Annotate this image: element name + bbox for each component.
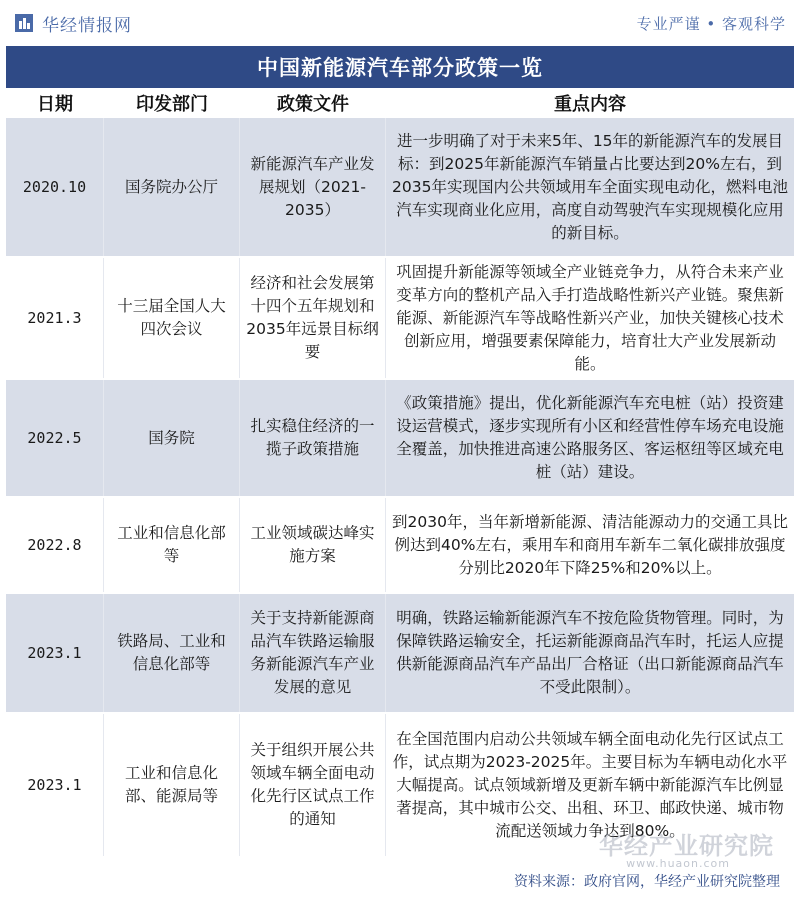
cell-content: 明确，铁路运输新能源汽车不按危险货物管理。同时，为保障铁路运输安全，托运新能源商品汽车时，托运人应提供新能源商品汽车产品出厂合格证（出口新能源商品汽车不受此限制）。 xyxy=(396,609,784,696)
slogan: 专业严谨 • 客观科学 xyxy=(636,14,786,33)
cell-date: 2023.1 xyxy=(6,714,104,856)
brand-name: 华经情报网 xyxy=(42,15,132,36)
top-bar xyxy=(0,0,800,46)
table-header xyxy=(6,88,794,119)
cell-dept: 工业和信息化部、能源局等 xyxy=(104,714,240,856)
cell-content: 巩固提升新能源等领域全产业链竞争力，从符合未来产业变革方向的整机产品入手打造战略性新兴产业链。聚焦新能源、新能源汽车等战略性新兴产业，加快关键核心技术创新应用，增强要素保障能力，培育壮大产业发展新动能。 xyxy=(396,262,784,373)
table-row xyxy=(6,258,794,380)
column-header-content: 重点内容 xyxy=(554,94,626,115)
cell-doc: 新能源汽车产业发展规划（2021-2035） xyxy=(240,118,386,256)
cell-dept: 国务院办公厅 xyxy=(104,118,240,256)
cell-doc: 扎实稳住经济的一揽子政策措施 xyxy=(240,380,386,496)
cell-doc: 关于支持新能源商品汽车铁路运输服务新能源汽车产业发展的意见 xyxy=(240,594,386,712)
watermark: 华经产业研究院 xyxy=(599,832,774,860)
cell-doc: 经济和社会发展第十四个五年规划和2035年远景目标纲要 xyxy=(240,258,386,378)
table-row xyxy=(6,118,794,258)
cell-dept: 十三届全国人大四次会议 xyxy=(104,258,240,378)
cell-content: 《政策措施》提出，优化新能源汽车充电桩（站）投资建设运营模式，逐步实现所有小区和经营性停车场充电设施全覆盖，加快推进高速公路服务区、客运枢纽等区域充电桩（站）建设。 xyxy=(396,394,784,481)
watermark-url: www.huaon.com xyxy=(626,857,730,870)
cell-date: 2023.1 xyxy=(6,594,104,712)
brand-logo-icon xyxy=(14,13,34,33)
cell-date: 2020.10 xyxy=(6,118,104,256)
table-row xyxy=(6,380,794,498)
table-row xyxy=(6,594,794,714)
cell-content: 进一步明确了对于未来5年、15年的新能源汽车的发展目标：到2025年新能源汽车销量占比要达到20%左右，到2035年实现国内公共领域用车全面实现电动化，燃料电池汽车实现商业化应用，高度自动驾驶汽车实现规模化应用的新目标。 xyxy=(392,131,788,242)
column-header-dept: 印发部门 xyxy=(136,94,208,115)
source-note: 资料来源：政府官网，华经产业研究院整理 xyxy=(514,874,780,890)
column-header-date: 日期 xyxy=(37,94,73,115)
table-row xyxy=(6,498,794,594)
cell-date: 2021.3 xyxy=(6,258,104,378)
table-title: 中国新能源汽车部分政策一览 xyxy=(6,46,794,88)
column-header-doc: 政策文件 xyxy=(277,94,349,115)
cell-content: 到2030年，当年新增新能源、清洁能源动力的交通工具比例达到40%左右，乘用车和商用车新车二氧化碳排放强度分别比2020年下降25%和20%以上。 xyxy=(392,512,788,577)
cell-content: 在全国范围内启动公共领域车辆全面电动化先行区试点工作，试点期为2023-2025年。主要目标为车辆电动化水平大幅提高。试点领域新增及更新车辆中新能源汽车比例显著提高，其中城市公交、出租、环卫、邮政快递、城市物流配送领域力争达到80%。 xyxy=(392,729,788,840)
cell-date: 2022.8 xyxy=(6,498,104,592)
cell-doc: 关于组织开展公共领域车辆全面电动化先行区试点工作的通知 xyxy=(240,714,386,856)
cell-dept: 铁路局、工业和信息化部等 xyxy=(104,594,240,712)
cell-doc: 工业领域碳达峰实施方案 xyxy=(240,498,386,592)
policy-table xyxy=(6,118,794,858)
brand xyxy=(14,11,132,36)
cell-dept: 国务院 xyxy=(104,380,240,496)
cell-dept: 工业和信息化部等 xyxy=(104,498,240,592)
cell-date: 2022.5 xyxy=(6,380,104,496)
